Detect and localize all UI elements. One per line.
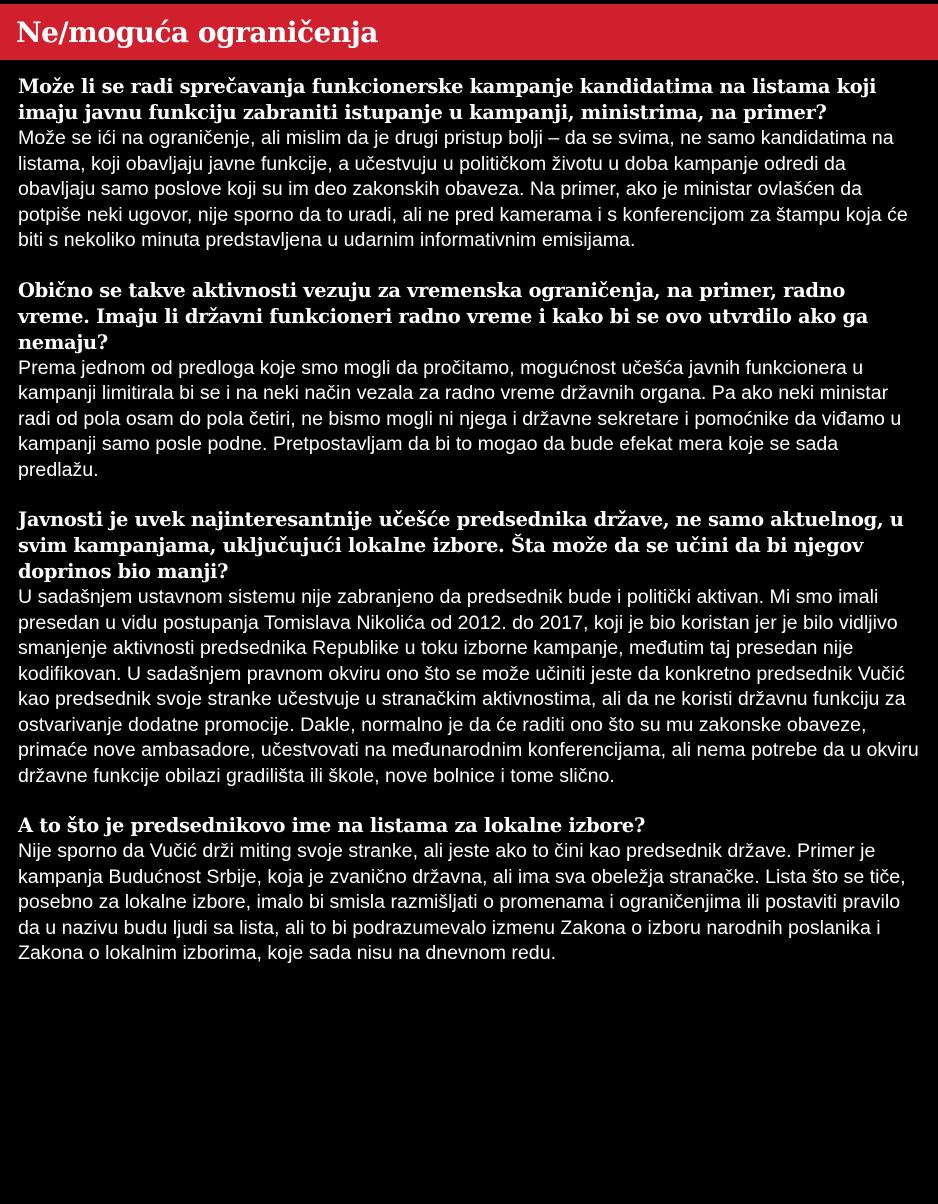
- answer-3: U sadašnjem ustavnom sistemu nije zabranjeno da predsednik bude i politički aktivan. Mi smo imali presedan u vidu postupanja Tomislava Nikolića od 2012. do 2017, koji je bio koristan jer je bilo vidljivo smanjenje aktivnosti predsednika Republike u toku izborne kampanje, međutim taj presedan nije kodifikovan. U sadašnjem pravnom okviru ono što se može učiniti jeste da konkretno predsednik Vučić kao predsednik svoje stranke učestvuje u stranačkim aktivnostima, ali da ne koristi državnu funkciju za ostvarivanje dodatne promocije. Dakle, normalno je da će raditi ono što su mu zakonske obaveze, primaće nove ambasadore, učestvovati na međunarodnim konferencijama, ali nema potrebe da u okviru državne funkcije obilazi gradilišta ili škole, nove bolnice i tome slično.: [18, 586, 919, 787]
- header-banner: [0, 4, 938, 60]
- question-2: Obično se takve aktivnosti vezuju za vremenska ograničenja, na primer, radno vreme. Imaju li državni funkcioneri radno vreme i kako bi se ovo utvrdilo ako ga nemaju?: [18, 278, 869, 354]
- qa-block-1: [18, 74, 920, 254]
- answer-1: Može se ići na ograničenje, ali mislim da je drugi pristup bolji – da se svima, ne samo kandidatima na listama, koji obavljaju javne funkcije, a učestvuju u političkom životu u doba kampanje odredi da obavljaju samo poslove koji su im deo zakonskih obaveza. Na primer, ako je ministar ovlašćen da potpiše neki ugovor, nije sporno da to uradi, ali ne pred kamerama i s konferencijom za štampu koja će biti s nekoliko minuta predstavljena u udarnim informativnim emisijama.: [18, 127, 908, 251]
- question-1: Može li se radi sprečavanja funkcionerske kampanje kandidatima na listama koji imaju javnu funkciju zabraniti istupanje u kampanji, ministrima, na primer?: [18, 75, 877, 124]
- qa-block-3: [18, 507, 920, 789]
- page-title: Ne/moguća ograničenja: [16, 15, 378, 49]
- answer-2: Prema jednom od predloga koje smo mogli da pročitamo, mogućnost učešća javnih funkcionera u kampanji limitirala bi se i na neki način vezala za radno vreme državnih organa. Pa ako neki ministar radi od pola osam do pola četiri, ne bismo mogli ni njega i državne sekretare i pomoćnike da viđamo u kampanji samo posle podne. Pretpostavljam da bi to mogao da bude efekat mera koje se sada predlažu.: [18, 356, 902, 481]
- answer-4: Nije sporno da Vučić drži miting svoje stranke, ali jeste ako to čini kao predsednik države. Primer je kampanja Budućnost Srbije, koja je zvanično državna, ali ima sva obeležja stranačke. Lista što se tiče, posebno za lokalne izbore, imalo bi smisla razmišljati o promenama i ograničenjima ili postaviti pravilo da u nazivu budu ljudi sa lista, ali to bi podrazumevalo izmenu Zakona o izboru narodnih poslanika i Zakona o lokalnim izborima, koje sada nisu na dnevnom redu.: [18, 840, 906, 964]
- qa-block-2: [18, 278, 920, 484]
- article-body: [0, 60, 938, 967]
- qa-block-4: [18, 813, 920, 967]
- question-4: A to što je predsednikovo ime na listama za lokalne izbore?: [18, 814, 646, 837]
- question-3: Javnosti je uvek najinteresantnije učešće predsednika države, ne samo aktuelnog, u svim kampanjama, uključujući lokalne izbore. Šta može da se učini da bi njegov doprinos bio manji?: [18, 508, 904, 583]
